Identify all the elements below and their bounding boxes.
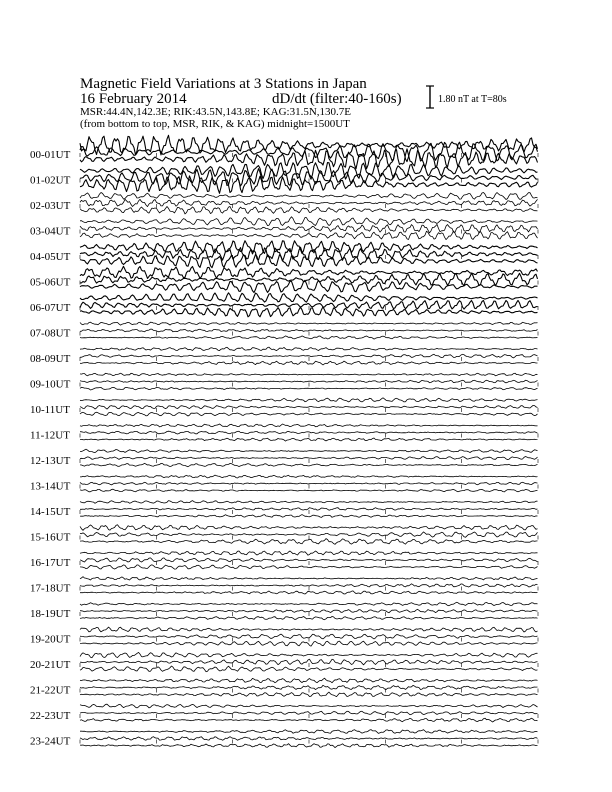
scale-bar-label: 1.80 nT at T=80s (438, 94, 507, 105)
trace-kag (80, 449, 538, 452)
hour-label: 11-12UT (30, 429, 70, 442)
hour-label: 19-20UT (30, 633, 71, 646)
hour-label: 00-01UT (30, 149, 71, 161)
trace-msr (80, 617, 538, 620)
hour-label: 05-06UT (30, 276, 71, 289)
trace-rik (80, 508, 538, 511)
trace-rik (80, 380, 538, 383)
hour-label: 13-14UT (30, 480, 71, 493)
hour-label: 15-16UT (30, 531, 71, 544)
trace-msr (80, 438, 538, 441)
trace-kag (80, 293, 538, 302)
trace-msr (80, 489, 538, 492)
trace-kag (80, 475, 538, 478)
trace-kag (80, 398, 538, 402)
hour-label: 20-21UT (30, 659, 71, 671)
trace-msr (80, 744, 538, 748)
chart-header (80, 76, 402, 130)
station-coordinates: MSR:44.4N,142.3E; RIK:43.5N,143.8E; KAG:31.5N,130.7E (80, 106, 352, 118)
hour-label: 23-24UT (30, 735, 71, 748)
hour-label: 08-09UT (30, 353, 71, 365)
trace-kag (80, 322, 538, 325)
station-order-note: (from bottom to top, MSR, RIK, & KAG) midnight=1500UT (80, 118, 350, 130)
hour-label: 22-23UT (30, 710, 71, 722)
hour-label: 03-04UT (30, 225, 71, 238)
trace-kag (80, 525, 538, 531)
hour-label: 07-08UT (30, 327, 71, 340)
trace-msr (80, 412, 538, 416)
trace-kag (80, 241, 538, 254)
trace-msr (80, 565, 538, 569)
trace-kag (80, 266, 538, 278)
hour-label: 16-17UT (30, 557, 71, 569)
trace-kag (80, 627, 538, 632)
hour-label: 12-13UT (30, 455, 71, 467)
hour-label: 09-10UT (30, 378, 71, 391)
trace-rik (80, 247, 538, 261)
hour-label: 04-05UT (30, 251, 71, 263)
trace-msr (80, 515, 538, 518)
trace-kag (80, 652, 538, 657)
trace-kag (80, 551, 538, 555)
trace-msr (80, 718, 538, 722)
trace-kag (80, 678, 538, 683)
hour-label: 01-02UT (30, 174, 71, 187)
hour-label: 17-18UT (30, 582, 71, 595)
trace-msr (80, 591, 538, 594)
chart-quantity: dD/dt (filter:40-160s) (272, 91, 402, 107)
hour-label: 18-19UT (30, 608, 71, 620)
trace-msr (80, 387, 538, 390)
trace-kag (80, 704, 538, 708)
scale-bar (426, 86, 507, 108)
trace-msr (80, 539, 538, 545)
trace-kag (80, 501, 538, 504)
trace-rows (30, 135, 538, 747)
chart-title: Magnetic Field Variations at 3 Stations in Japan (80, 76, 367, 92)
trace-kag (80, 730, 538, 734)
trace-kag (80, 193, 538, 200)
trace-msr (80, 463, 538, 466)
trace-msr (80, 692, 538, 697)
hour-label: 06-07UT (30, 302, 71, 314)
chart-date: 16 February 2014 (80, 91, 187, 107)
trace-kag (80, 424, 538, 427)
trace-kag (80, 217, 538, 226)
trace-kag (80, 135, 538, 155)
trace-rik (80, 329, 538, 332)
trace-msr (80, 336, 538, 339)
hour-label: 02-03UT (30, 200, 71, 212)
hour-label: 10-11UT (30, 404, 70, 416)
hour-label: 21-22UT (30, 684, 71, 697)
hour-label: 14-15UT (30, 506, 71, 518)
trace-msr (80, 361, 538, 365)
trace-msr (80, 641, 538, 646)
trace-kag (80, 347, 538, 351)
trace-kag (80, 577, 538, 580)
trace-kag (80, 602, 538, 605)
trace-kag (80, 373, 538, 376)
